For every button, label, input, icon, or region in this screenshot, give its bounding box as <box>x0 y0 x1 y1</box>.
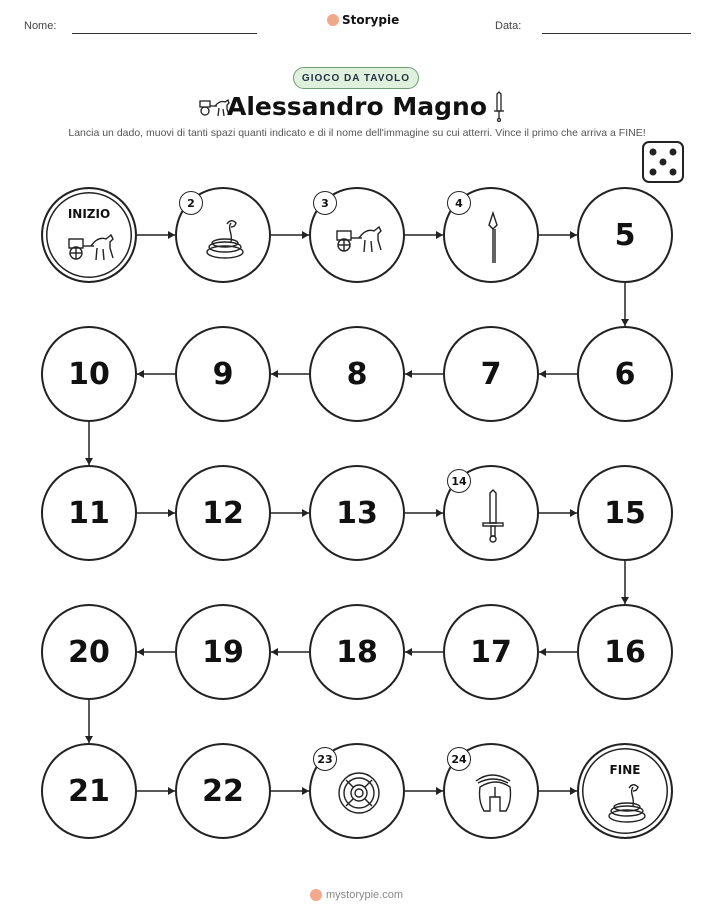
space-number: 11 <box>68 495 110 531</box>
path-arrow <box>539 648 577 656</box>
board-space <box>41 743 137 839</box>
finish-label: FINE <box>609 763 641 777</box>
space-number: 21 <box>68 773 110 809</box>
start-space <box>41 187 137 283</box>
space-number: 19 <box>202 634 244 670</box>
board-space <box>41 326 137 422</box>
board-space <box>309 604 405 700</box>
board-space <box>577 187 673 283</box>
finish-space <box>577 743 673 839</box>
instructions: Lancia un dado, muovi di tanti spazi quanti indicato e di il nome dell'immagine su cui atterri. Vince il primo che arriva a FINE! <box>68 127 646 139</box>
path-arrow <box>405 231 443 239</box>
board-space <box>175 743 271 839</box>
path-arrow <box>621 561 629 604</box>
space-number: 18 <box>336 634 378 670</box>
space-number: 5 <box>614 217 636 253</box>
chariot-icon <box>67 229 115 261</box>
board-space <box>41 465 137 561</box>
space-number: 20 <box>68 634 110 670</box>
space-number-badge: 14 <box>447 469 471 493</box>
path-arrow <box>85 700 93 743</box>
path-arrow <box>539 370 577 378</box>
space-number: 16 <box>604 634 646 670</box>
path-arrow <box>85 422 93 465</box>
chariot-icon <box>335 221 383 253</box>
path-arrow <box>621 283 629 326</box>
space-number: 10 <box>68 356 110 392</box>
space-number: 7 <box>480 356 502 392</box>
space-number: 15 <box>604 495 646 531</box>
snake-icon <box>605 783 649 823</box>
path-arrow <box>405 509 443 517</box>
space-number-badge: 24 <box>447 747 471 771</box>
board-space <box>443 604 539 700</box>
path-arrow <box>271 231 309 239</box>
path-arrow <box>405 648 443 656</box>
board-space <box>577 465 673 561</box>
path-arrow <box>539 787 577 795</box>
space-number-badge: 23 <box>313 747 337 771</box>
path-arrow <box>405 370 443 378</box>
path-arrow <box>271 648 309 656</box>
board-space <box>309 465 405 561</box>
sword-icon <box>473 491 513 543</box>
space-number: 12 <box>202 495 244 531</box>
space-number-badge: 2 <box>179 191 203 215</box>
path-arrow <box>539 231 577 239</box>
path-arrow <box>271 787 309 795</box>
board-space <box>443 326 539 422</box>
path-arrow <box>137 509 175 517</box>
space-number-badge: 3 <box>313 191 337 215</box>
shield-icon <box>337 771 381 815</box>
board-space <box>175 604 271 700</box>
snake-icon <box>203 219 247 259</box>
board-space <box>577 604 673 700</box>
space-number: 13 <box>336 495 378 531</box>
space-number: 9 <box>212 356 234 392</box>
start-label: INIZIO <box>67 207 111 221</box>
path-arrow <box>137 787 175 795</box>
path-arrow <box>271 509 309 517</box>
path-arrow <box>271 370 309 378</box>
path-arrow <box>137 231 175 239</box>
date-label: Data: <box>495 20 522 32</box>
name-label: Nome: <box>24 20 57 32</box>
board-space <box>175 465 271 561</box>
space-number: 8 <box>346 356 368 392</box>
space-number: 22 <box>202 773 244 809</box>
space-number-badge: 4 <box>447 191 471 215</box>
space-number: 17 <box>470 634 512 670</box>
brand-name: Storypie <box>342 13 400 27</box>
footer <box>310 889 403 901</box>
path-arrow <box>137 648 175 656</box>
path-arrow <box>539 509 577 517</box>
spear-icon <box>473 211 515 265</box>
board-space <box>41 604 137 700</box>
game-type-badge: GIOCO DA TAVOLO <box>293 67 419 89</box>
helmet-icon <box>472 771 514 815</box>
board-space <box>175 326 271 422</box>
bear-icon <box>310 889 322 901</box>
footer-url[interactable]: mystorypie.com <box>326 889 404 901</box>
board-space <box>309 326 405 422</box>
board-space <box>577 326 673 422</box>
space-number: 6 <box>614 356 636 392</box>
page-title: Alessandro Magno <box>226 92 488 121</box>
path-arrow <box>137 370 175 378</box>
path-arrow <box>405 787 443 795</box>
